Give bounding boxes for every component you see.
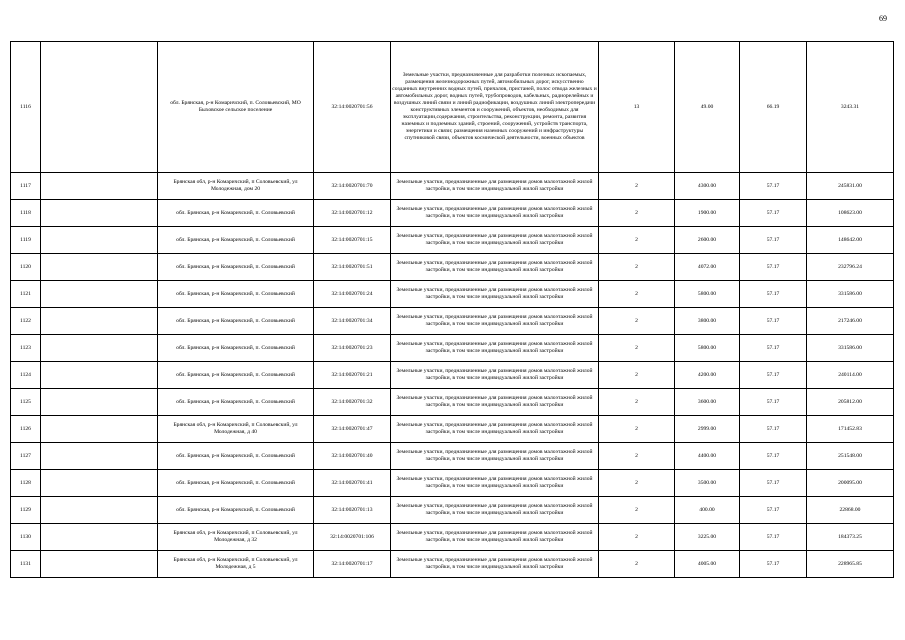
address-cell: Брянская обл, р-н Комаричский, п Соловьевский, ул Молодежная, д 40: [158, 416, 314, 443]
address-cell: обл. Брянская, р-н Комаричский, п. Соловьевский: [158, 254, 314, 281]
address-cell: обл. Брянская, р-н Комаричский, п. Соловьевский: [158, 389, 314, 416]
cadastral-number-cell: 32:14:0020701:32: [314, 389, 391, 416]
cadastral-number-cell: 32:14:0020701:106: [314, 524, 391, 551]
record-number-cell: 1123: [11, 335, 41, 362]
rate-cell: 66.19: [740, 42, 807, 173]
land-use-cell: Земельные участки, предназначенные для разработки полезных ископаемых, размещения железнодорожных путей, автомобильных дорог, искусственно созданных внутренних водных путей, причалов, пристаней, полос отвода железных и автомобильных дорог, водных путей, трубопроводов, кабельных, радиорелейных и воздушных линий связи и линий радиофикации, воздушных линий электропередачи конструктивных элементов и сооружений, объектов, необходимых для эксплуатации,содержания, строительства, реконструкции, ремонта, развития наземных и подземных зданий, строений, сооружений, устройств транспорта, энергетики и связи; размещения наземных сооружений и инфраструктуры спутниковой связи, объектов космической деятельности, военных объектов: [391, 42, 599, 173]
table-row: [11, 497, 894, 524]
area-cell: 2600.00: [675, 227, 740, 254]
land-use-cell: Земельные участки, предназначенные для размещения домов малоэтажной жилой застройки, в том числе индивидуальной жилой застройки: [391, 308, 599, 335]
area-cell: 4400.00: [675, 443, 740, 470]
record-number-cell: 1118: [11, 200, 41, 227]
cadastral-value-cell: 108623.00: [807, 200, 894, 227]
blank-cell: [41, 470, 158, 497]
cadastral-number-cell: 32:14:0020701:70: [314, 173, 391, 200]
rate-cell: 57.17: [740, 389, 807, 416]
cadastral-value-cell: 331586.00: [807, 281, 894, 308]
rate-cell: 57.17: [740, 470, 807, 497]
address-cell: обл. Брянская, р-н Комаричский, п. Соловьевский: [158, 497, 314, 524]
group-cell: 2: [599, 443, 675, 470]
record-number-cell: 1116: [11, 42, 41, 173]
rate-cell: 57.17: [740, 200, 807, 227]
land-use-cell: Земельные участки, предназначенные для размещения домов малоэтажной жилой застройки, в том числе индивидуальной жилой застройки: [391, 200, 599, 227]
rate-cell: 57.17: [740, 524, 807, 551]
area-cell: 5800.00: [675, 281, 740, 308]
area-cell: 49.00: [675, 42, 740, 173]
land-use-cell: Земельные участки, предназначенные для размещения домов малоэтажной жилой застройки, в том числе индивидуальной жилой застройки: [391, 470, 599, 497]
blank-cell: [41, 227, 158, 254]
blank-cell: [41, 42, 158, 173]
cadastral-number-cell: 32:14:0020701:21: [314, 362, 391, 389]
group-cell: 2: [599, 308, 675, 335]
area-cell: 5800.00: [675, 335, 740, 362]
address-cell: обл. Брянская, р-н Комаричский, п. Соловьевский: [158, 308, 314, 335]
address-cell: Брянская обл, р-н Комаричский, п Соловьевский, ул Молодежная, д 32: [158, 524, 314, 551]
group-cell: 2: [599, 470, 675, 497]
group-cell: 2: [599, 173, 675, 200]
blank-cell: [41, 281, 158, 308]
cadastral-number-cell: 32:14:0020701:24: [314, 281, 391, 308]
rate-cell: 57.17: [740, 362, 807, 389]
cadastral-number-cell: 32:14:0020701:12: [314, 200, 391, 227]
record-number-cell: 1120: [11, 254, 41, 281]
blank-cell: [41, 497, 158, 524]
area-cell: 4072.00: [675, 254, 740, 281]
record-number-cell: 1131: [11, 551, 41, 578]
land-use-cell: Земельные участки, предназначенные для размещения домов малоэтажной жилой застройки, в том числе индивидуальной жилой застройки: [391, 497, 599, 524]
land-use-cell: Земельные участки, предназначенные для размещения домов малоэтажной жилой застройки, в том числе индивидуальной жилой застройки: [391, 389, 599, 416]
land-use-cell: Земельные участки, предназначенные для размещения домов малоэтажной жилой застройки, в том числе индивидуальной жилой застройки: [391, 227, 599, 254]
land-use-cell: Земельные участки, предназначенные для размещения домов малоэтажной жилой застройки, в том числе индивидуальной жилой застройки: [391, 551, 599, 578]
table-row: [11, 308, 894, 335]
cadastral-value-cell: 184373.25: [807, 524, 894, 551]
land-use-cell: Земельные участки, предназначенные для размещения домов малоэтажной жилой застройки, в том числе индивидуальной жилой застройки: [391, 416, 599, 443]
record-number-cell: 1128: [11, 470, 41, 497]
record-number-cell: 1130: [11, 524, 41, 551]
area-cell: 3600.00: [675, 389, 740, 416]
area-cell: 3500.00: [675, 470, 740, 497]
record-number-cell: 1129: [11, 497, 41, 524]
address-cell: Брянская обл, р-н Комаричский, п Соловьевский, ул Молодежная, дом 20: [158, 173, 314, 200]
cadastral-value-cell: 217246.00: [807, 308, 894, 335]
rate-cell: 57.17: [740, 335, 807, 362]
cadastral-value-cell: 245831.00: [807, 173, 894, 200]
group-cell: 2: [599, 200, 675, 227]
cadastral-value-cell: 331586.00: [807, 335, 894, 362]
page-number: 69: [879, 14, 887, 23]
record-number-cell: 1125: [11, 389, 41, 416]
land-use-cell: Земельные участки, предназначенные для размещения домов малоэтажной жилой застройки, в том числе индивидуальной жилой застройки: [391, 335, 599, 362]
group-cell: 2: [599, 335, 675, 362]
area-cell: 3800.00: [675, 308, 740, 335]
area-cell: 1900.00: [675, 200, 740, 227]
rate-cell: 57.17: [740, 497, 807, 524]
blank-cell: [41, 551, 158, 578]
cadastral-number-cell: 32:14:0020701:13: [314, 497, 391, 524]
record-number-cell: 1121: [11, 281, 41, 308]
table-row: [11, 281, 894, 308]
land-use-cell: Земельные участки, предназначенные для размещения домов малоэтажной жилой застройки, в том числе индивидуальной жилой застройки: [391, 173, 599, 200]
group-cell: 2: [599, 281, 675, 308]
cadastral-register-table: [10, 41, 894, 578]
cadastral-value-cell: 171452.83: [807, 416, 894, 443]
group-cell: 2: [599, 497, 675, 524]
cadastral-number-cell: 32:14:0020701:51: [314, 254, 391, 281]
table-row: [11, 470, 894, 497]
record-number-cell: 1119: [11, 227, 41, 254]
rate-cell: 57.17: [740, 551, 807, 578]
table-row: [11, 443, 894, 470]
area-cell: 4200.00: [675, 362, 740, 389]
group-cell: 2: [599, 416, 675, 443]
record-number-cell: 1117: [11, 173, 41, 200]
cadastral-number-cell: 32:14:0020701:23: [314, 335, 391, 362]
table-row: [11, 551, 894, 578]
record-number-cell: 1127: [11, 443, 41, 470]
cadastral-number-cell: 32:14:0020701:56: [314, 42, 391, 173]
cadastral-value-cell: 240114.00: [807, 362, 894, 389]
blank-cell: [41, 173, 158, 200]
cadastral-number-cell: 32:14:0020701:17: [314, 551, 391, 578]
cadastral-number-cell: 32:14:0020701:34: [314, 308, 391, 335]
land-use-cell: Земельные участки, предназначенные для размещения домов малоэтажной жилой застройки, в том числе индивидуальной жилой застройки: [391, 281, 599, 308]
table-row: [11, 362, 894, 389]
address-cell: обл. Брянская, р-н Комаричский, п. Соловьевский: [158, 362, 314, 389]
table-row: [11, 227, 894, 254]
address-cell: Брянская обл, р-н Комаричский, п Соловьевский, ул Молодежная, д 5: [158, 551, 314, 578]
table-row: [11, 42, 894, 173]
blank-cell: [41, 335, 158, 362]
cadastral-value-cell: 205812.00: [807, 389, 894, 416]
table-row: [11, 524, 894, 551]
cadastral-number-cell: 32:14:0020701:40: [314, 443, 391, 470]
address-cell: обл. Брянская, р-н Комаричский, п. Соловьевский: [158, 335, 314, 362]
blank-cell: [41, 443, 158, 470]
address-cell: обл. Брянская, р-н Комаричский, п. Соловьевский: [158, 470, 314, 497]
area-cell: 400.00: [675, 497, 740, 524]
record-number-cell: 1124: [11, 362, 41, 389]
area-cell: 2999.00: [675, 416, 740, 443]
rate-cell: 57.17: [740, 173, 807, 200]
blank-cell: [41, 308, 158, 335]
blank-cell: [41, 524, 158, 551]
rate-cell: 57.17: [740, 416, 807, 443]
cadastral-value-cell: 251548.00: [807, 443, 894, 470]
blank-cell: [41, 200, 158, 227]
blank-cell: [41, 254, 158, 281]
group-cell: 2: [599, 227, 675, 254]
address-cell: обл. Брянская, р-н Комаричский, п. Соловьевский: [158, 443, 314, 470]
table-row: [11, 416, 894, 443]
cadastral-value-cell: 200095.00: [807, 470, 894, 497]
group-cell: 2: [599, 362, 675, 389]
table-body: [11, 42, 894, 578]
rate-cell: 57.17: [740, 227, 807, 254]
rate-cell: 57.17: [740, 281, 807, 308]
land-use-cell: Земельные участки, предназначенные для размещения домов малоэтажной жилой застройки, в том числе индивидуальной жилой застройки: [391, 254, 599, 281]
blank-cell: [41, 389, 158, 416]
rate-cell: 57.17: [740, 443, 807, 470]
group-cell: 2: [599, 524, 675, 551]
table-row: [11, 200, 894, 227]
group-cell: 2: [599, 551, 675, 578]
area-cell: 4300.00: [675, 173, 740, 200]
cadastral-number-cell: 32:14:0020701:15: [314, 227, 391, 254]
group-cell: 13: [599, 42, 675, 173]
record-number-cell: 1122: [11, 308, 41, 335]
cadastral-value-cell: 232796.24: [807, 254, 894, 281]
address-cell: обл. Брянская, р-н Комаричский, п. Соловьевский: [158, 227, 314, 254]
rate-cell: 57.17: [740, 308, 807, 335]
table-row: [11, 335, 894, 362]
table-row: [11, 254, 894, 281]
land-use-cell: Земельные участки, предназначенные для размещения домов малоэтажной жилой застройки, в том числе индивидуальной жилой застройки: [391, 524, 599, 551]
blank-cell: [41, 416, 158, 443]
address-cell: обл. Брянская, р-н Комаричский, п. Соловьевский: [158, 200, 314, 227]
cadastral-value-cell: 22868.00: [807, 497, 894, 524]
record-number-cell: 1126: [11, 416, 41, 443]
cadastral-number-cell: 32:14:0020701:47: [314, 416, 391, 443]
cadastral-value-cell: 3243.31: [807, 42, 894, 173]
address-cell: обл. Брянская, р-н Комаричский, п. Соловьевский, МО Быховское сельское поселение: [158, 42, 314, 173]
land-use-cell: Земельные участки, предназначенные для размещения домов малоэтажной жилой застройки, в том числе индивидуальной жилой застройки: [391, 443, 599, 470]
cadastral-value-cell: 148642.00: [807, 227, 894, 254]
rate-cell: 57.17: [740, 254, 807, 281]
area-cell: 3225.00: [675, 524, 740, 551]
blank-cell: [41, 362, 158, 389]
table-row: [11, 389, 894, 416]
cadastral-value-cell: 228965.85: [807, 551, 894, 578]
cadastral-number-cell: 32:14:0020701:41: [314, 470, 391, 497]
group-cell: 2: [599, 389, 675, 416]
land-use-cell: Земельные участки, предназначенные для размещения домов малоэтажной жилой застройки, в том числе индивидуальной жилой застройки: [391, 362, 599, 389]
area-cell: 4005.00: [675, 551, 740, 578]
address-cell: обл. Брянская, р-н Комаричский, п. Соловьевский: [158, 281, 314, 308]
table-row: [11, 173, 894, 200]
group-cell: 2: [599, 254, 675, 281]
